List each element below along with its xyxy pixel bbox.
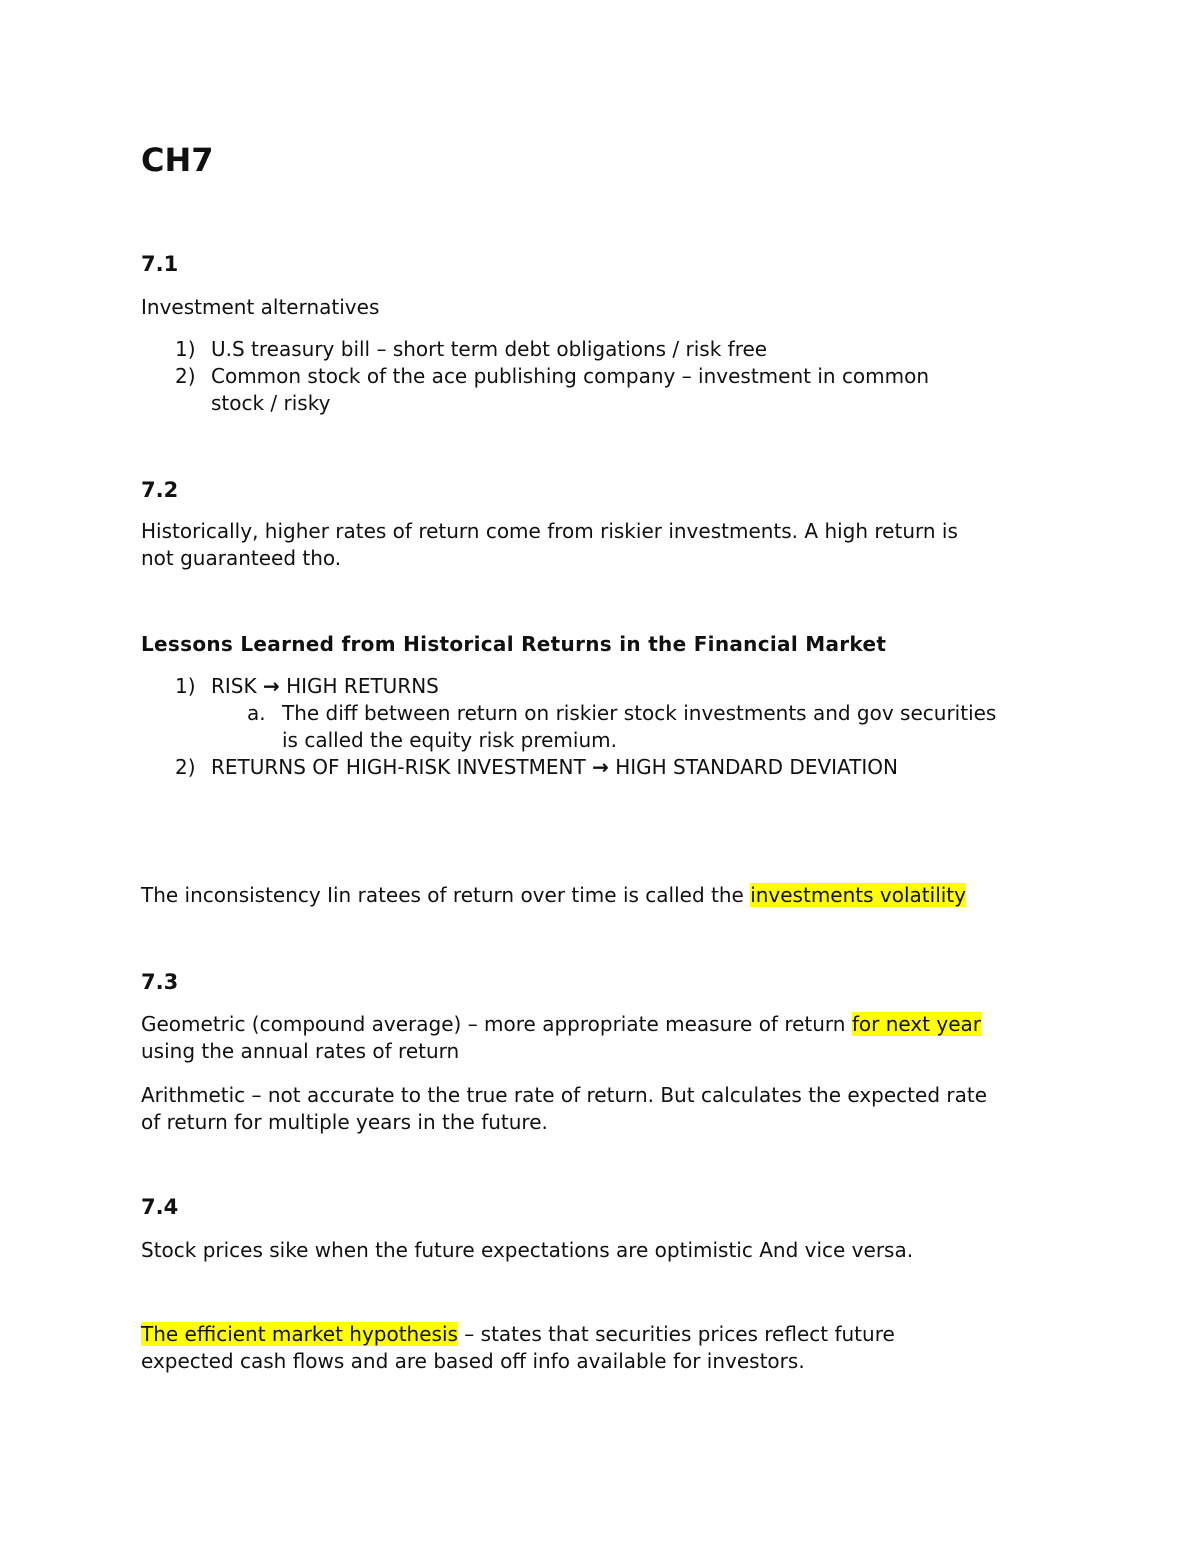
sublist-letter: a. [247,701,266,725]
paragraph-line: using the annual rates of return [141,1039,460,1063]
list-item-text: stock / risky [211,391,331,415]
highlighted-term: for next year [851,1012,981,1036]
right-arrow-icon: → [262,674,280,698]
page-title: CH7 [141,141,214,179]
section-heading-7-3: 7.3 [141,970,179,994]
paragraph-line: Historically, higher rates of return come from riskier investments. A high return is [141,519,958,543]
paragraph-line: not guaranteed tho. [141,546,342,570]
paragraph-line: Stock prices sike when the future expectations are optimistic And vice versa. [141,1238,914,1262]
highlighted-term: investments volatility [750,883,966,907]
list-number: 2) [175,755,196,779]
highlighted-term: The efficient market hypothesis [141,1322,458,1346]
list-item-text: Common stock of the ace publishing company – investment in common [211,364,930,388]
list-item-text: U.S treasury bill – short term debt obligations / risk free [211,337,768,361]
list-item-part: RETURNS OF HIGH-RISK INVESTMENT [211,755,586,779]
emh-line [141,1321,895,1348]
sublist-item-text: is called the equity risk premium. [282,728,617,752]
text-run: Geometric (compound average) – more appropriate measure of return [141,1012,852,1036]
section-heading-7-2: 7.2 [141,478,179,502]
list-item-text [211,754,898,781]
lessons-heading: Lessons Learned from Historical Returns in the Financial Market [141,632,887,656]
right-arrow-icon: → [592,755,609,779]
geometric-line [141,1011,981,1038]
volatility-sentence [141,882,966,909]
paragraph-line: Arithmetic – not accurate to the true rate of return. But calculates the expected rate [141,1083,987,1107]
list-item-part: HIGH STANDARD DEVIATION [615,755,898,779]
list-number: 1) [175,337,196,361]
list-item-part: RISK [211,674,257,698]
list-item-part: HIGH RETURNS [286,674,439,698]
text-run: – states that securities prices reflect future [457,1322,895,1346]
list-item-text [211,673,439,700]
section-heading-7-1: 7.1 [141,252,179,276]
paragraph-line: of return for multiple years in the future. [141,1110,548,1134]
section-intro: Investment alternatives [141,295,380,319]
list-number: 2) [175,364,196,388]
paragraph-line: expected cash flows and are based off info available for investors. [141,1349,805,1373]
list-number: 1) [175,674,196,698]
text-run: The inconsistency Iin ratees of return over time is called the [141,883,751,907]
section-heading-7-4: 7.4 [141,1195,179,1219]
sublist-item-text: The diff between return on riskier stock investments and gov securities [282,701,997,725]
